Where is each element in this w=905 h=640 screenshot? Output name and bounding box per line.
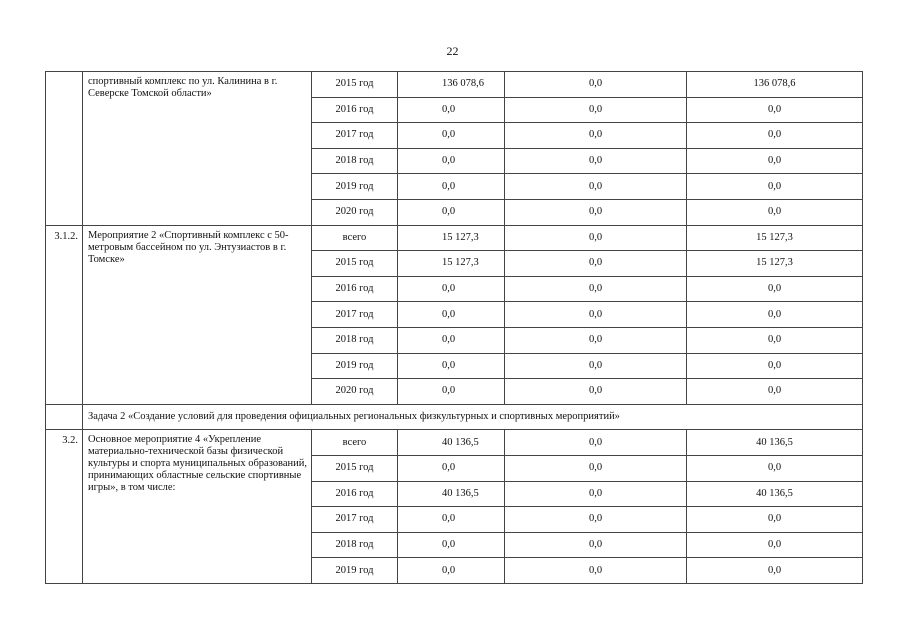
total-value: 0,0 [398, 353, 505, 379]
total-value: 0,0 [398, 276, 505, 302]
period-cell: 2016 год [312, 97, 398, 123]
federal-value: 0,0 [505, 225, 687, 251]
task-num-cell [46, 404, 83, 430]
regional-value: 40 136,5 [687, 481, 863, 507]
page-number: 22 [446, 44, 459, 58]
total-value: 0,0 [398, 379, 505, 405]
regional-value: 0,0 [687, 353, 863, 379]
period-cell: всего [312, 225, 398, 251]
item-number [46, 72, 83, 226]
period-cell: 2016 год [312, 276, 398, 302]
task-title: Задача 2 «Создание условий для проведения официальных региональных физкультурных и спортивных мероприятий» [83, 404, 863, 430]
federal-value: 0,0 [505, 276, 687, 302]
item-number: 3.1.2. [46, 225, 83, 404]
federal-value: 0,0 [505, 97, 687, 123]
period-cell: 2018 год [312, 532, 398, 558]
regional-value: 0,0 [687, 507, 863, 533]
federal-value: 0,0 [505, 379, 687, 405]
period-cell: 2015 год [312, 72, 398, 98]
total-value: 0,0 [398, 558, 505, 584]
period-cell: 2019 год [312, 174, 398, 200]
task-row [46, 404, 863, 430]
budget-table [45, 71, 863, 584]
regional-value: 0,0 [687, 174, 863, 200]
period-cell: 2015 год [312, 251, 398, 277]
period-cell: 2018 год [312, 327, 398, 353]
period-cell: 2020 год [312, 379, 398, 405]
regional-value: 0,0 [687, 148, 863, 174]
regional-value: 0,0 [687, 532, 863, 558]
federal-value: 0,0 [505, 148, 687, 174]
regional-value: 0,0 [687, 379, 863, 405]
federal-value: 0,0 [505, 455, 687, 481]
total-value: 40 136,5 [398, 430, 505, 456]
federal-value: 0,0 [505, 72, 687, 98]
table-row [46, 430, 863, 456]
regional-value: 40 136,5 [687, 430, 863, 456]
period-cell: 2017 год [312, 302, 398, 328]
period-cell: 2018 год [312, 148, 398, 174]
total-value: 0,0 [398, 148, 505, 174]
total-value: 0,0 [398, 174, 505, 200]
federal-value: 0,0 [505, 251, 687, 277]
regional-value: 0,0 [687, 327, 863, 353]
period-cell: 2019 год [312, 558, 398, 584]
regional-value: 0,0 [687, 199, 863, 225]
budget-table-body [46, 72, 863, 584]
table-row [46, 225, 863, 251]
total-value: 0,0 [398, 327, 505, 353]
regional-value: 0,0 [687, 97, 863, 123]
total-value: 136 078,6 [398, 72, 505, 98]
total-value: 0,0 [398, 123, 505, 149]
federal-value: 0,0 [505, 558, 687, 584]
item-name: Мероприятие 2 «Спортивный комплекс с 50-метровым бассейном по ул. Энтузиастов в г. Томске» [83, 225, 312, 404]
federal-value: 0,0 [505, 123, 687, 149]
regional-value: 15 127,3 [687, 225, 863, 251]
item-name: спортивный комплекс по ул. Калинина в г. Северске Томской области» [83, 72, 312, 226]
period-cell: 2017 год [312, 123, 398, 149]
regional-value: 0,0 [687, 558, 863, 584]
regional-value: 0,0 [687, 455, 863, 481]
federal-value: 0,0 [505, 430, 687, 456]
regional-value: 0,0 [687, 302, 863, 328]
federal-value: 0,0 [505, 327, 687, 353]
period-cell: 2016 год [312, 481, 398, 507]
federal-value: 0,0 [505, 507, 687, 533]
period-cell: 2019 год [312, 353, 398, 379]
federal-value: 0,0 [505, 481, 687, 507]
total-value: 0,0 [398, 199, 505, 225]
total-value: 0,0 [398, 97, 505, 123]
item-name: Основное мероприятие 4 «Укрепление материально-технической базы физической культуры и спорта муниципальных образований, принимающих областные сельские спортивные игры», в том числе: [83, 430, 312, 584]
item-number: 3.2. [46, 430, 83, 584]
regional-value: 0,0 [687, 123, 863, 149]
federal-value: 0,0 [505, 174, 687, 200]
federal-value: 0,0 [505, 353, 687, 379]
period-cell: 2017 год [312, 507, 398, 533]
federal-value: 0,0 [505, 199, 687, 225]
total-value: 0,0 [398, 532, 505, 558]
federal-value: 0,0 [505, 532, 687, 558]
period-cell: всего [312, 430, 398, 456]
regional-value: 0,0 [687, 276, 863, 302]
total-value: 40 136,5 [398, 481, 505, 507]
regional-value: 136 078,6 [687, 72, 863, 98]
table-row [46, 72, 863, 98]
period-cell: 2015 год [312, 455, 398, 481]
total-value: 15 127,3 [398, 251, 505, 277]
period-cell: 2020 год [312, 199, 398, 225]
federal-value: 0,0 [505, 302, 687, 328]
total-value: 0,0 [398, 507, 505, 533]
total-value: 15 127,3 [398, 225, 505, 251]
regional-value: 15 127,3 [687, 251, 863, 277]
total-value: 0,0 [398, 455, 505, 481]
total-value: 0,0 [398, 302, 505, 328]
